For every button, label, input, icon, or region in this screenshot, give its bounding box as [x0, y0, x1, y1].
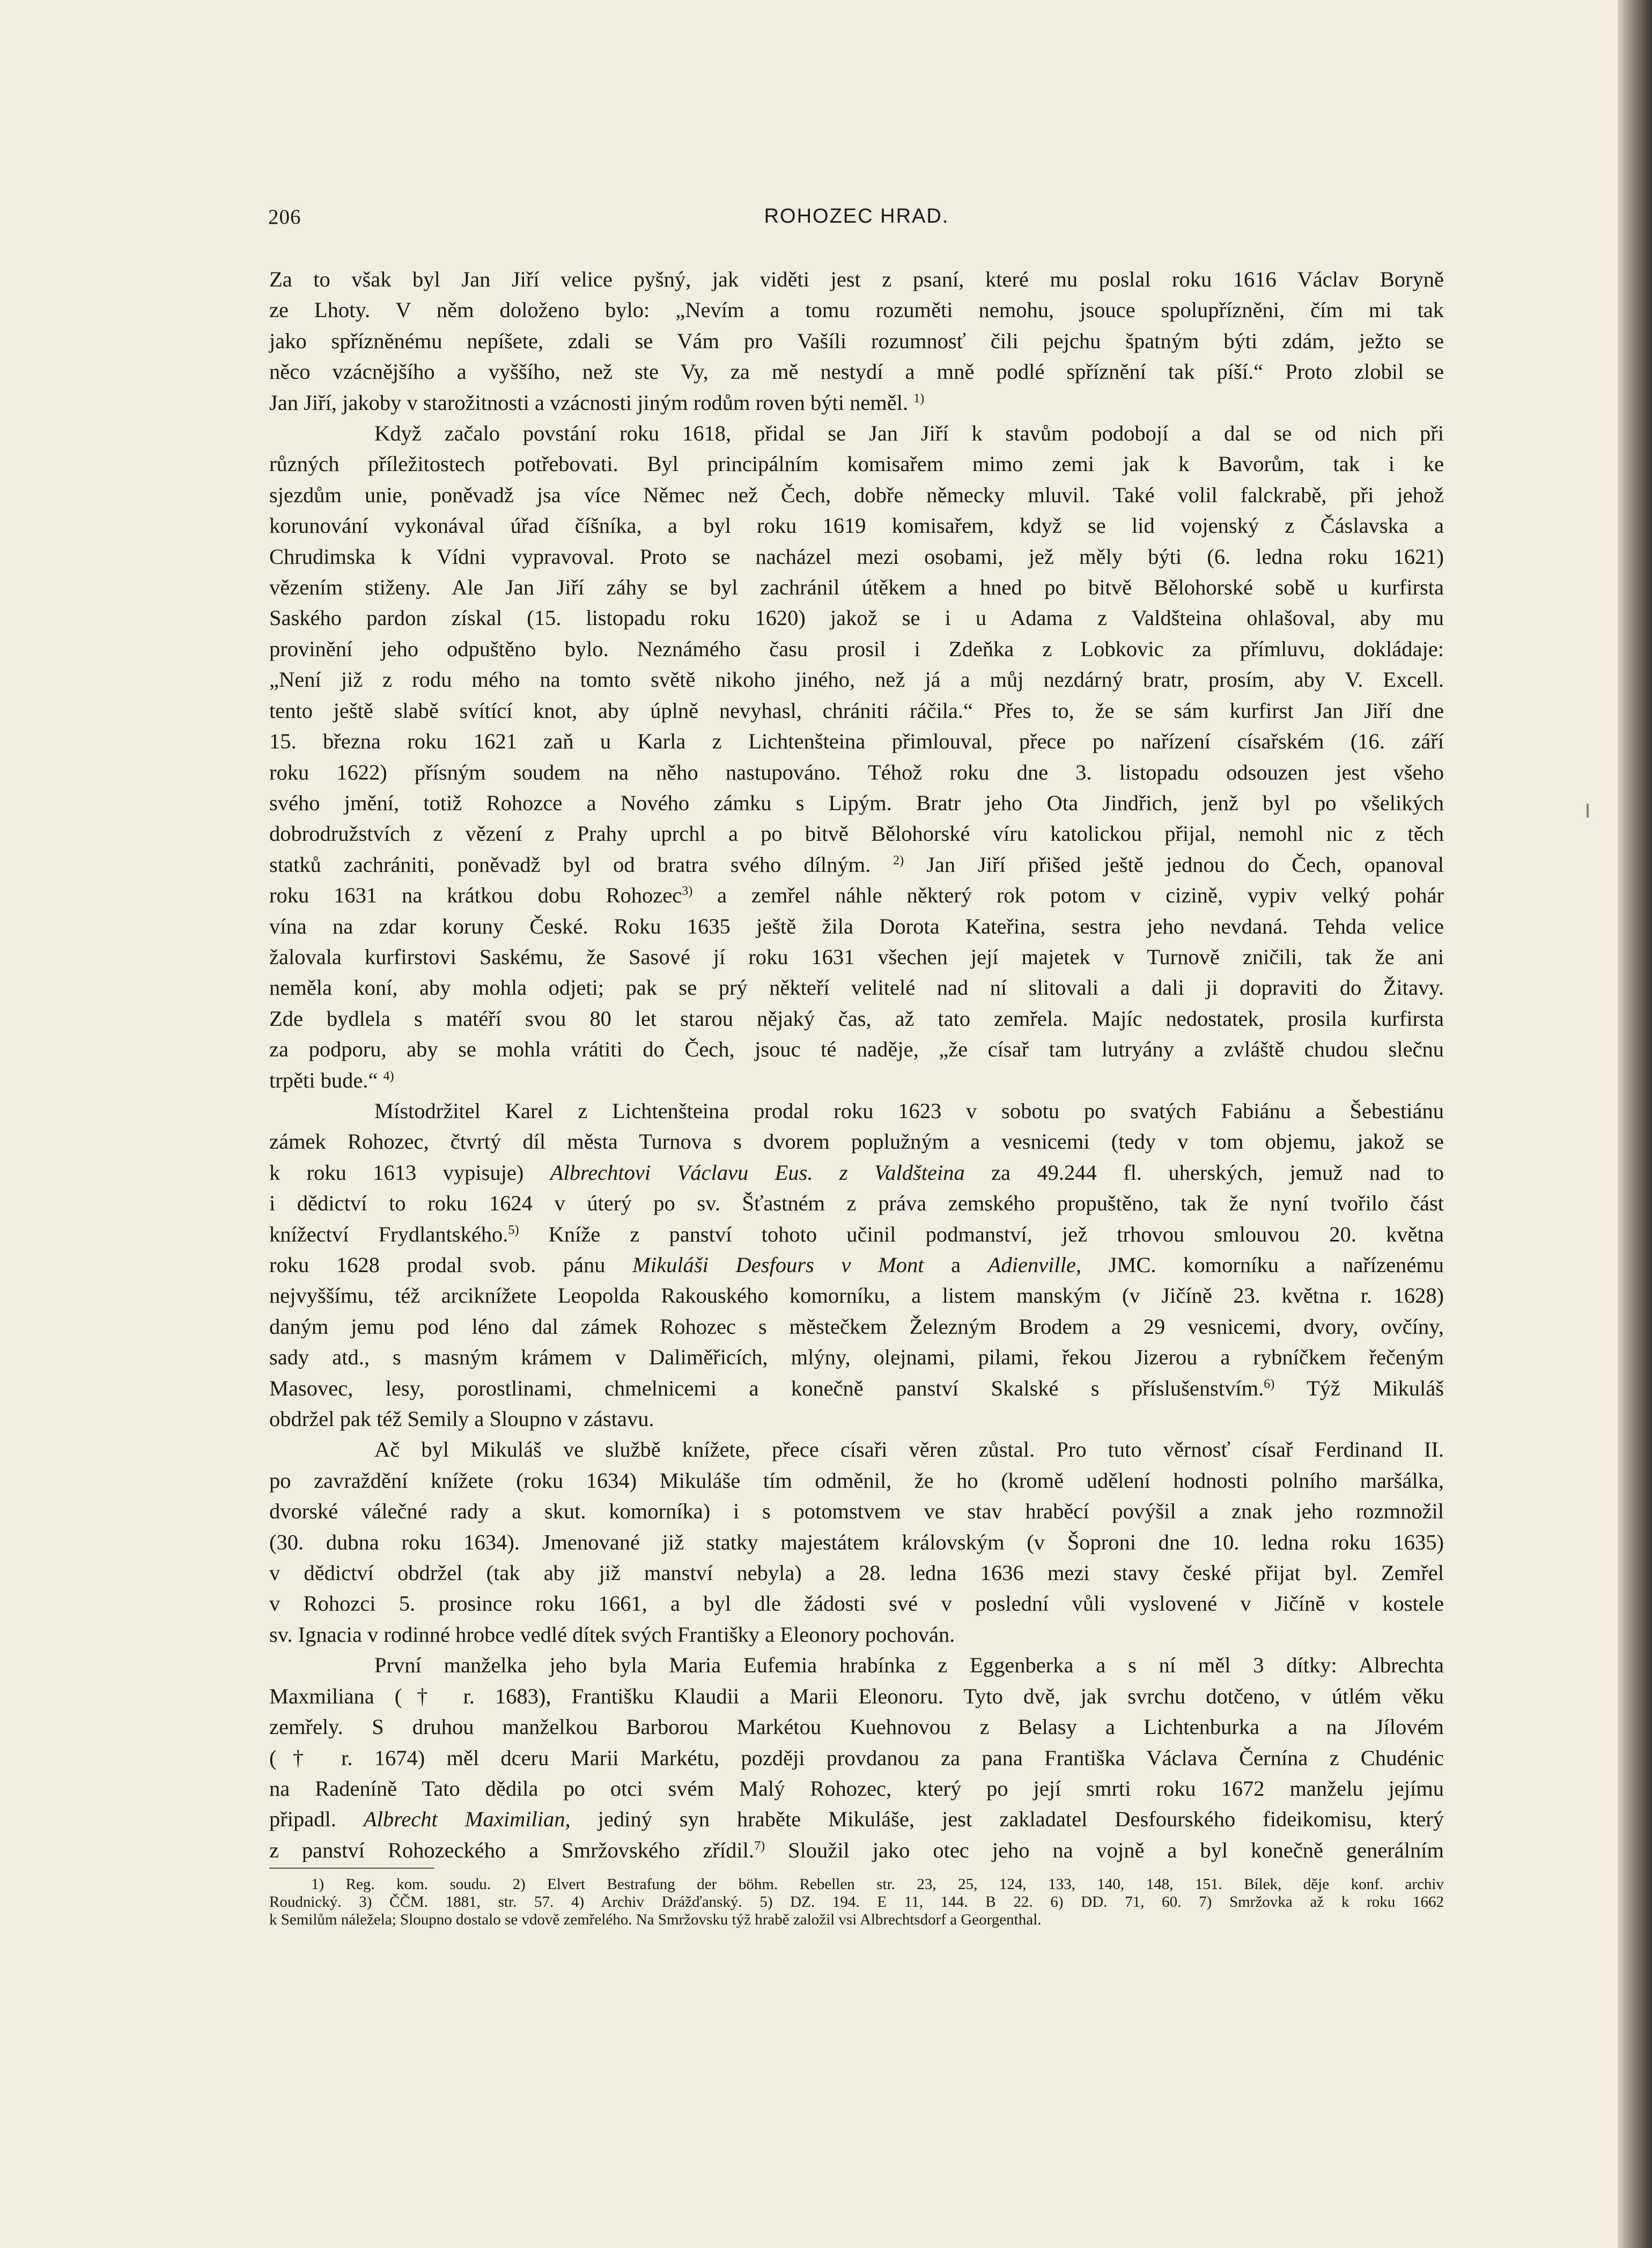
text-line: připadl. Albrecht Maximilian, jediný syn hraběte Mikuláše, jest zakladatel Desfourského fideikomisu, který [269, 1807, 1444, 1832]
page-header [268, 205, 1445, 237]
text-line: roku 1628 prodal svob. pánu Mikuláši Desfours v Mont a Adienville, JMC. komorníku a nařízenému [269, 1253, 1444, 1277]
text-line: roku 1631 na krátkou dobu Rohozec$^{3)}$ a zemřel náhle některý rok potom v cizině, vypiv velký pohár [269, 883, 1444, 908]
text-line: svého jmění, totiž Rohozce a Nového zámku s Lipým. Bratr jeho Ota Jindřich, jenž byl po všelikých [269, 790, 1444, 815]
text-line: na Radeníně Tato dědila po otci svém Malý Rohozec, který po její smrti roku 1672 manželu jejímu [269, 1776, 1444, 1801]
footnote-line: k Semilům náležela; Sloupno dostalo se vdově zemřelého. Na Smržovsku týž hrabě založil vsi Albrechtsdorf a Georgenthal. [269, 1911, 1042, 1928]
text-line: různých příležitostech potřebovati. Byl principálním komisařem mimo zemi jak k Bavorům, tak i ke [269, 452, 1444, 476]
text-line: vína na zdar koruny České. Roku 1635 ještě žila Dorota Kateřina, sestra jeho nevdaná. Tehda velice [269, 914, 1444, 938]
text-line: roku 1622) přísným soudem na něho nastupováno. Téhož roku dne 3. listopadu odsouzen jest všeho [269, 760, 1444, 784]
page-number: 206 [268, 205, 301, 229]
text-line: tento ještě slabě svítící knot, aby úplně nevyhasl, chrániti ráčila.“ Přes to, že se sám kurfirst Jan Jiří dne [269, 698, 1444, 723]
text-line: První manželka jeho byla Maria Eufemia hrabínka z Eggenberka a s ní měl 3 dítky: Albrechta [374, 1653, 1444, 1678]
text-line: statků zachrániti, poněvadž byl od bratra svého dílným. $^{2)}$ Jan Jiří přišed ještě jednou do Čech, opanoval [269, 852, 1444, 877]
text-line: Místodržitel Karel z Lichtenšteina prodal roku 1623 v sobotu po svatých Fabiánu a Šebestiánu [374, 1098, 1444, 1123]
footnote-line: 1) Reg. kom. soudu. 2) Elvert Bestrafung der böhm. Rebellen str. 23, 25, 124, 133, 140, 148, 151. Bílek, děje konf. archiv [311, 1876, 1444, 1893]
running-title: ROHOZEC HRAD. [764, 205, 949, 227]
text-line: korunování vykonával úřad číšníka, a byl roku 1619 komisařem, když se lid vojenský z Čáslavska a [269, 513, 1444, 538]
text-line: i dědictví to roku 1624 v úterý po sv. Šťastném z práva zemského propuštěno, tak že nyní tvořilo část [269, 1191, 1444, 1216]
text-line: zemřely. S druhou manželkou Barborou Markétou Kuehnovou z Belasy a Lichtenburka a na Jílovém [269, 1715, 1444, 1739]
text-line: Za to však byl Jan Jiří velice pyšný, jak viděti jest z psaní, které mu poslal roku 1616 Václav Boryně [269, 267, 1444, 291]
text-line: po zavraždění knížete (roku 1634) Mikuláše tím odměnil, že ho (kromě udělení hodnosti polního maršálka, [269, 1468, 1444, 1493]
footnote-line: Roudnický. 3) ČČM. 1881, str. 57. 4) Archiv Drážďanský. 5) DZ. 194. E 11, 144. B 22. 6) DD. 71, 60. 7) Smržovka až k roku 1662 [269, 1893, 1444, 1911]
text-line: knížectví Frydlantského.$^{5)}$ Kníže z panství tohoto učinil podmanství, jež trhovou smlouvou 20. května [269, 1222, 1444, 1246]
footnotes [269, 1876, 1444, 1929]
footnote-ref: 4) [383, 1069, 394, 1083]
text-line: Když začalo povstání roku 1618, přidal se Jan Jiří k stavům podobojí a dal se od nich při [374, 421, 1444, 446]
text-line: neměla koní, aby mohla odjeti; pak se prý někteří velitelé nad ní slitovali a dali ji dopraviti do Žitavy. [269, 975, 1444, 1000]
text-line: Maxmiliana († r. 1683), Františku Klaudii a Marii Eleonoru. Tyto dvě, jak svrchu dotčeno, v útlém věku [269, 1684, 1444, 1708]
footnote-ref: 6) [1264, 1377, 1275, 1391]
footnote-divider [269, 1868, 434, 1869]
text-line: žalovala kurfirstovi Saskému, že Sasové jí roku 1631 všechen její majetek v Turnově zničili, tak že ani [269, 944, 1444, 969]
margin-mark [1587, 804, 1589, 818]
text-line: něco vzácnějšího a vyššího, než ste Vy, za mě nestydí a mně podlé spříznění tak píší.“ Proto zlobil se [269, 359, 1444, 384]
text-line: z panství Rohozeckého a Smržovského zřídil.$^{7)}$ Sloužil jako otec jeho na vojně a byl konečně generálním [269, 1838, 1444, 1862]
text-line: nejvyššímu, též arciknížete Leopolda Rakouského komorníku, a listem manským (v Jičíně 23. května r. 1628) [269, 1283, 1444, 1308]
text-line: trpěti bude.“ $^{4)}$ [269, 1068, 394, 1092]
text-line: ze Lhoty. V něm doloženo bylo: „Nevím a tomu rozuměti nemohu, jsouce spolupřízněni, čím mi tak [269, 298, 1444, 322]
text-line: v Rohozci 5. prosince roku 1661, a byl dle žádosti své v poslední vůli vyslovené v Jičíně v kostele [269, 1591, 1444, 1616]
text-line: obdržel pak též Semily a Sloupno v zástavu. [269, 1407, 654, 1431]
text-line: k roku 1613 vypisuje) Albrechtovi Václavu Eus. z Valdšteina za 49.244 fl. uherských, jemuž nad to [269, 1160, 1444, 1185]
text-line: vězením stiženy. Ale Jan Jiří záhy se byl zachránil útěkem a hned po bitvě Bělohorské sobě u kurfirsta [269, 575, 1444, 600]
text-line: provinění jeho odpuštěno bylo. Neznámého času prosil i Zdeňka z Lobkovic za přímluvu, dokládaje: [269, 636, 1444, 661]
main-text [269, 264, 1444, 1865]
footnote-ref: 3) [682, 884, 693, 899]
footnote-ref: 5) [508, 1223, 519, 1237]
text-line: Zde bydlela s matéří svou 80 let starou nějaký čas, až tato zemřela. Majíc nedostatek, prosila kurfirsta [269, 1006, 1444, 1031]
footnote-ref: 7) [754, 1839, 765, 1853]
text-line: sjezdům unie, poněvadž jsa více Němec než Čech, dobře německy mluvil. Také volil falckrabě, při jehož [269, 482, 1444, 507]
text-line: sady atd., s masným krámem v Daliměřicích, mlýny, olejnami, pilami, řekou Jizerou a rybníčkem řečeným [269, 1345, 1444, 1370]
text-line: Saského pardon získal (15. listopadu roku 1620) jakož se i u Adama z Valdšteina ohlašoval, aby mu [269, 606, 1444, 630]
text-line: zámek Rohozec, čtvrtý díl města Turnova s dvorem poplužným a vesnicemi (tedy v tom objemu, jakož se [269, 1129, 1444, 1154]
text-line: dobrodružstvích z vězení z Prahy uprchl a po bitvě Bělohorské víru katolickou přijal, nemohl nic z těch [269, 821, 1444, 846]
text-line: Jan Jiří, jakoby v starožitnosti a vzácnosti jiným rodům roven býti neměl. $^{1)}$ [269, 390, 925, 415]
text-line: Chrudimska k Vídni vypravoval. Proto se nacházel mezi osobami, jež měly býti (6. ledna roku 1621) [269, 544, 1444, 569]
text-line: sv. Ignacia v rodinné hrobce vedlé dítek svých Františky a Eleonory pochován. [269, 1622, 955, 1647]
text-line: v dědictví obdržel (tak aby již manství nebyla) a 28. ledna 1636 mezi stavy české přijat byl. Zemřel [269, 1561, 1444, 1585]
text-line: jako spřízněnému nepíšete, zdali se Vám pro Vašíli rozumnosť čili pejchu špatným býti zdám, ježto se [269, 328, 1444, 353]
footnote-ref: 2) [893, 853, 904, 868]
text-line: Masovec, lesy, porostlinami, chmelnicemi a konečně panství Skalské s příslušenstvím.$^{6)}$ Týž Mikuláš [269, 1376, 1444, 1400]
text-line: dvorské válečné rady a skut. komorníka) i s potomstvem ve stav hraběcí povýšil a znak jeho rozmnožil [269, 1499, 1444, 1524]
text-line: 15. března roku 1621 zaň u Karla z Lichtenšteina přimlouval, přece po nařízení císařském (16. září [269, 729, 1444, 754]
book-spine-edge [1618, 0, 1652, 2248]
text-line: „Není již z rodu mého na tomto světě nikoho jiného, než já a můj nezdárný bratr, prosím, aby V. Excell. [269, 667, 1444, 692]
text-line: Ač byl Mikuláš ve službě knížete, přece císaři věren zůstal. Pro tuto věrnosť císař Ferdinand II. [374, 1437, 1444, 1462]
text-line: (30. dubna roku 1634). Jmenované již statky majestátem královským (v Šoproni dne 10. ledna roku 1635) [269, 1530, 1444, 1554]
text-line: za podporu, aby se mohla vrátiti do Čech, jsouc té naděje, „že císař tam lutryány a zvláště chudou slečnu [269, 1037, 1444, 1062]
text-line: daným jemu pod léno dal zámek Rohozec s městečkem Železným Brodem a 29 vesnicemi, dvory, ovčíny, [269, 1314, 1444, 1339]
footnote-ref: 1) [913, 391, 925, 406]
text-line: († r. 1674) měl dceru Marii Markétu, později provdanou za pana Františka Václava Černína z Chudénic [269, 1745, 1444, 1770]
